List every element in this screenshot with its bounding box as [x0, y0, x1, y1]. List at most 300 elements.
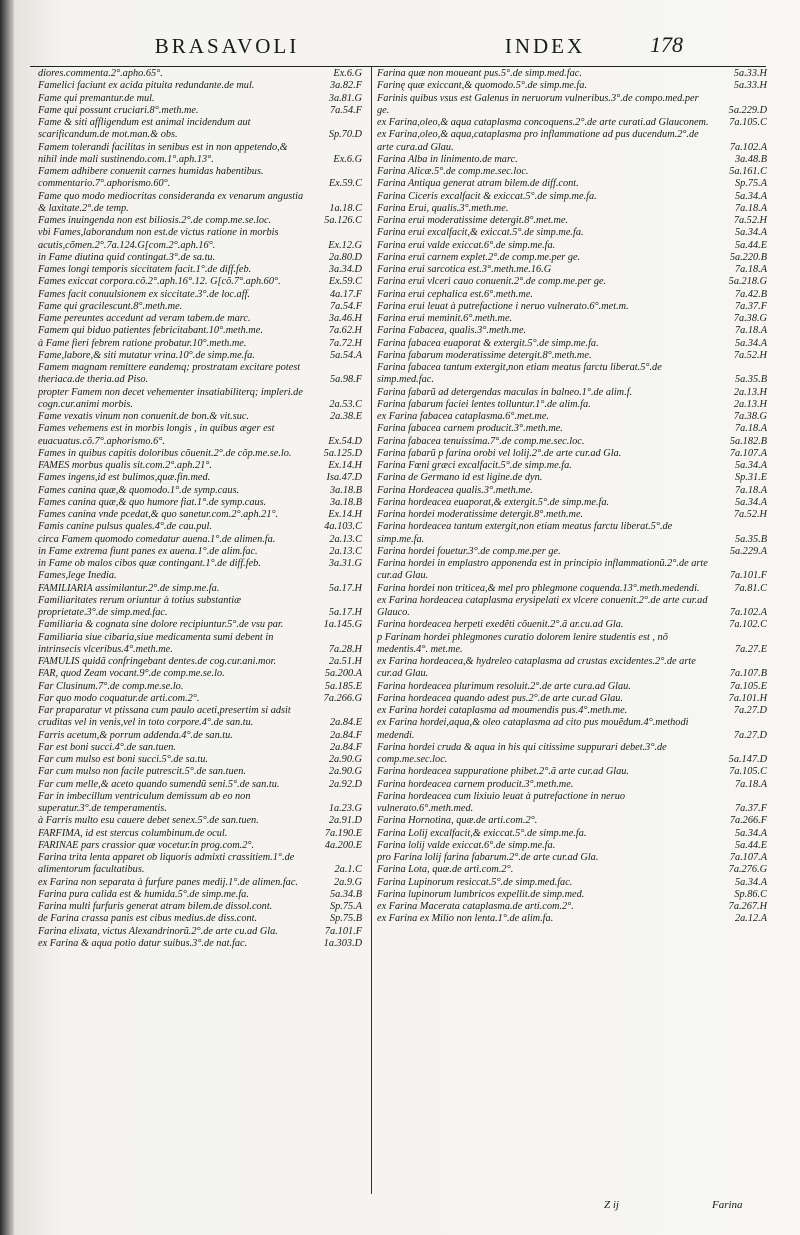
entry-reference: 2a.51.H: [328, 656, 362, 667]
index-entry: [38, 668, 362, 680]
index-entry: [377, 93, 767, 118]
index-entry: [377, 240, 767, 252]
entry-reference: 5a.185.E: [324, 680, 362, 692]
index-entry: [377, 681, 767, 693]
index-entry: [377, 252, 767, 264]
entry-reference: 2a.90.G: [328, 766, 362, 778]
entry-reference: 5a.17.H: [328, 607, 362, 618]
entry-text: circa Famem quomodo comedatur auena.1°.de alimen.fa.: [38, 533, 276, 545]
entry-reference: 5a.34.A: [734, 460, 767, 471]
index-entry: [38, 791, 362, 816]
index-entry: [38, 926, 362, 938]
index-entry: [38, 411, 362, 423]
entry-text: Farina Antiqua generat atram bilem.de diff.cont.: [377, 178, 579, 190]
index-entry: [38, 485, 362, 497]
entry-text: Fames longi temporis siccitatem facit.1°.de diff.feb.: [38, 264, 252, 275]
entry-text: Farina erui moderatissime detergit.8°.met.me.: [377, 215, 569, 226]
index-entry: [377, 460, 767, 472]
entry-reference: 7a.266.F: [729, 815, 767, 827]
index-entry: [377, 656, 767, 681]
index-entry: [377, 901, 767, 913]
entry-text: Farina hordeacea plurimum resoluit.2°.de arte cura.ad Glau.: [377, 680, 631, 692]
entry-text: FARINAE pars crassior quæ vocetur.in prog.com.2°.: [38, 839, 255, 851]
entry-reference: 5a.229.D: [728, 104, 767, 116]
entry-text: Fame qui premantur.de mul.: [38, 92, 155, 104]
entry-text: Farina erui sarcotica est.3°.meth.me.16.G: [377, 264, 552, 275]
entry-reference: 7a.101.F: [729, 570, 767, 582]
entry-reference: 7a.101.F: [324, 925, 362, 937]
entry-text: ex Farina hordeacea,& hydreleo cataplasma ad crustas excidentes.2°.de arte cur.ad Glau.: [377, 656, 696, 680]
index-entry: [38, 252, 362, 264]
index-entry: [377, 717, 767, 742]
index-entry: [38, 325, 362, 337]
index-entry: [38, 619, 362, 631]
index-entry: [38, 852, 362, 877]
entry-reference: 7a.27.D: [733, 729, 767, 741]
index-entry: [377, 705, 767, 717]
index-entry: [38, 558, 362, 570]
catchword: Farina: [712, 1199, 743, 1211]
entry-reference: 5a.44.E: [734, 239, 767, 251]
entry-reference: 7a.81.C: [734, 582, 767, 594]
entry-text: Farina Lupinorum resiccat.5°.de simp.med.fac.: [377, 876, 573, 888]
index-entry: [377, 80, 767, 92]
index-entry: [377, 509, 767, 521]
entry-reference: 3a.46.H: [328, 313, 362, 324]
entry-text: pro Farina lolij farina fabarum.2°.de arte cur.ad Gla.: [377, 852, 599, 863]
entry-reference: 3a.34.D: [328, 264, 362, 275]
entry-reference: 7a.54.F: [329, 104, 362, 116]
index-entry: [38, 105, 362, 117]
index-column-left: [38, 68, 362, 950]
entry-reference: Sp.86.C: [734, 888, 767, 900]
entry-reference: 2a.13.C: [329, 533, 362, 545]
entry-reference: 7a.27.D: [733, 705, 767, 716]
running-head-left: BRASAVOLI: [154, 34, 300, 58]
entry-text: Farina fabacea tenuissima.7°.de comp.me.sec.loc.: [377, 435, 585, 447]
index-entry: [38, 191, 362, 216]
index-entry: [377, 815, 767, 827]
index-entry: [38, 877, 362, 889]
index-entry: [377, 289, 767, 301]
entry-text: Farina elixata, victus Alexandrinorũ.2°.de arte cu.ad Gla.: [38, 925, 278, 937]
entry-text: FAMULIS quidã confringebant dentes.de cog.cur.ani.mor.: [38, 656, 277, 667]
entry-text: à Farris multo esu cauere debet senex.5°.de san.tuen.: [38, 815, 259, 827]
index-entry: [38, 913, 362, 925]
entry-reference: 5a.161.C: [729, 166, 767, 177]
index-entry: [377, 399, 767, 411]
entry-reference: 1a.303.D: [323, 937, 362, 949]
entry-text: Farina hordei fouetur.3°.de comp.me.per ge.: [377, 545, 561, 557]
entry-reference: 5a.54.A: [329, 349, 362, 361]
entry-text: ex Farina hordeacea cataplasma erysipelati ex vlcere conuenit.2°.de arte cur.ad Glauco.: [377, 594, 708, 618]
entry-reference: 4a.200.E: [324, 839, 362, 851]
entry-reference: 2a.92.D: [328, 778, 362, 790]
entry-reference: 7a.52.H: [733, 509, 767, 520]
index-entry: [377, 362, 767, 387]
entry-text: Farina Ciceris excalfacit & exiccat.5°.de simp.me.fa.: [377, 190, 597, 202]
entry-reference: 7a.276.G: [728, 864, 767, 876]
entry-reference: 7a.27.E: [734, 643, 767, 655]
index-entry: [377, 215, 767, 227]
index-entry: [377, 264, 767, 276]
entry-text: Fame quo modo mediocritas consideranda ex venarum angustia & laxitate.2°.de temp.: [38, 190, 304, 214]
index-entry: [377, 423, 767, 435]
index-entry: [38, 166, 362, 191]
index-entry: [377, 583, 767, 595]
entry-text: Farina hordei moderatissime detergit.8°.meth.me.: [377, 509, 584, 520]
entry-text: Farina trita lenta apparet ob liquoris admixti crassitiem.1°.de alimentorum facultatibus.: [38, 852, 295, 876]
entry-reference: 2a.9.G: [333, 876, 362, 888]
index-entry: [38, 117, 362, 142]
entry-text: Far praparatur vt ptissana cum paulo aceti,presertim si adsit cruditas vel in venis,vel in toto corpore.4°.de san.tu.: [38, 705, 291, 729]
entry-text: Fames canina quæ,& quomodo.1°.de symp.caus.: [38, 484, 240, 496]
index-column-right: [377, 68, 767, 926]
entry-text: Farina erui meminit.6°.meth.me.: [377, 313, 513, 324]
signature-mark: Z ij: [604, 1199, 619, 1211]
entry-text: Fame pereuntes accedunt ad veram tabem.de marc.: [38, 313, 251, 324]
index-entry: [377, 595, 767, 620]
entry-reference: 5a.35.B: [734, 533, 767, 545]
entry-text: Farina pura calida est & humida.5°.de simp.me.fa.: [38, 888, 249, 900]
entry-text: Farina hordei cruda & aqua in his qui citissime suppurari debet.3°.de comp.me.sec.loc.: [377, 741, 667, 765]
page-number: 178: [650, 32, 683, 57]
entry-reference: Sp.70.D: [328, 129, 362, 141]
entry-text: à Fame fieri febrem ratione probatur.10°.meth.me.: [38, 337, 247, 349]
entry-reference: 2a.80.D: [328, 251, 362, 263]
index-entry: [377, 693, 767, 705]
index-entry: [377, 227, 767, 239]
entry-reference: 1a.145.G: [323, 619, 362, 631]
index-entry: [377, 301, 767, 313]
entry-text: Farina erui vlceri cauo conuenit.2°.de comp.me.per ge.: [377, 276, 607, 288]
index-entry: [377, 546, 767, 558]
entry-reference: 5a.17.H: [328, 582, 362, 594]
entry-text: ex Farina non separata à furfure panes medij.1°.de alimen.fac.: [38, 876, 298, 888]
entry-reference: Ex.6.G: [333, 153, 362, 165]
entry-text: Famis canine pulsus quales.4°.de cau.pul.: [38, 521, 212, 533]
index-entry: [377, 742, 767, 767]
entry-text: diores.commenta.2°.apho.65°.: [38, 68, 163, 79]
entry-reference: 2a.38.E: [329, 411, 362, 422]
entry-reference: 7a.107.B: [729, 668, 767, 680]
index-entry: [377, 877, 767, 889]
entry-reference: Ex.14.H: [328, 509, 362, 520]
index-entry: [38, 448, 362, 460]
entry-reference: 7a.190.E: [324, 827, 362, 839]
entry-reference: 3a.31.G: [328, 558, 362, 569]
entry-reference: 5a.220.B: [729, 251, 767, 263]
entry-text: Fames inuingenda non est biliosis.2°.de comp.me.se.loc.: [38, 215, 272, 226]
entry-text: Farina lolij valde exiccat.6°.de simp.me.fa.: [377, 839, 556, 851]
entry-text: Fames vehemens est in morbis longis , in quibus æger est euacuatus.cõ.7°.aphorismo.6°.: [38, 423, 275, 447]
entry-text: p Farinam hordei phlegmones curatio dolorem lenire studentis est , nõ medentis.4°. met.me.: [377, 631, 668, 655]
index-entry: [38, 742, 362, 754]
index-entry: [38, 815, 362, 827]
entry-text: Far in imbecillum ventriculum demissum ab eo non superatur.3°.de temperamentis.: [38, 790, 251, 814]
entry-text: ex Farina fabacea cataplasma.6°.met.me.: [377, 411, 549, 422]
entry-reference: 2a.12.A: [734, 913, 767, 925]
entry-text: Farina Erui, qualis.3°.meth.me.: [377, 202, 509, 214]
entry-text: FAMES morbus qualis sit.com.2°.aph.21°.: [38, 460, 212, 471]
entry-text: FAMILIARIA assimilantur.2°.de simp.me.fa.: [38, 582, 220, 594]
entry-text: ex Farina hordei,aqua,& oleo cataplasma ad cito pus mouẽdum.4°.methodi medendi.: [377, 717, 689, 741]
index-entry: [377, 472, 767, 484]
entry-text: in Fame ob malos cibos quæ contingant.1°.de diff.feb.: [38, 558, 261, 569]
entry-reference: 5a.125.D: [323, 447, 362, 459]
entry-text: propter Famem non decet vehementer insatiabiliterq; impleri.de cogn.cur.animi morbis.: [38, 386, 303, 410]
entry-text: in Fame diutina quid contingat.3°.de sa.tu.: [38, 251, 216, 263]
index-entry: [38, 227, 362, 252]
index-entry: [38, 350, 362, 362]
entry-text: Far cum mulso non facile putrescit.5°.de san.tuen.: [38, 766, 246, 778]
entry-text: Farina erui valde exiccat.6°.de simp.me.fa.: [377, 239, 556, 251]
index-entry: [377, 129, 767, 154]
entry-text: Farina Fabacea, qualis.3°.meth.me.: [377, 325, 527, 337]
entry-text: Farina hordeacea herpeti exedẽti cõuenit.2°.ã ar.cu.ad Gla.: [377, 619, 624, 631]
entry-text: ex Farina & aqua potio datur suibus.3°.de nat.fac.: [38, 937, 248, 949]
index-entry: [38, 693, 362, 705]
entry-text: Farina Alba in linimento.de marc.: [377, 153, 518, 165]
entry-text: Farina erui carnem explet.2°.de comp.me.per ge.: [377, 251, 581, 263]
entry-reference: Isa.47.D: [326, 472, 362, 484]
index-entry: [38, 264, 362, 276]
entry-reference: 1a.18.C: [329, 202, 362, 214]
index-entry: [377, 117, 767, 129]
entry-reference: 3a.48.B: [734, 153, 767, 165]
index-entry: [377, 779, 767, 791]
entry-text: Farina hordeacea carnem producit.3°.meth.me.: [377, 778, 574, 790]
entry-reference: Ex.59.C: [328, 276, 362, 288]
entry-text: Farina hordeacea euaporat,& extergit.5°.de simp.me.fa.: [377, 496, 610, 508]
running-head-right: INDEX: [504, 34, 586, 58]
entry-reference: 7a.101.H: [728, 692, 767, 704]
entry-text: vbi Fames,laborandum non est.de victus ratione in morbis acutis,cõmen.2°.7a.124.G[com.2°.aph.16°.: [38, 227, 279, 251]
entry-reference: 5a.44.E: [734, 839, 767, 851]
entry-reference: 7a.105.E: [729, 680, 767, 692]
entry-reference: 7a.52.H: [733, 215, 767, 226]
index-entry: [377, 632, 767, 657]
index-entry: [377, 325, 767, 337]
entry-reference: 7a.18.A: [734, 484, 767, 496]
index-entry: [377, 840, 767, 852]
entry-reference: 5a.34.A: [734, 337, 767, 349]
entry-reference: Sp.31.E: [734, 472, 767, 484]
entry-reference: 2a.84.F: [329, 741, 362, 753]
entry-text: Far est boni succi.4°.de san.tuen.: [38, 741, 176, 753]
entry-text: Fames canina vnde pcedat,& quo sanetur.com.2°.aph.21°.: [38, 509, 279, 520]
index-entry: [377, 276, 767, 288]
column-divider: [371, 66, 372, 1194]
index-entry: [377, 852, 767, 864]
index-entry: [38, 730, 362, 742]
entry-text: Farina de Germano id est ligine.de dyn.: [377, 472, 543, 484]
index-entry: [377, 68, 767, 80]
entry-text: Famelici faciunt ex acida pituita redundante.de mul.: [38, 80, 255, 92]
entry-text: Far cum mulso est boni succi.5°.de sa.tu.: [38, 754, 208, 765]
index-entry: [377, 766, 767, 778]
entry-text: Fame & siti affligendum est animal incidendum aut scarificandum.de mot.man.& obs.: [38, 117, 251, 141]
entry-text: Farina Fœni græci excalfacit.5°.de simp.me.fa.: [377, 460, 572, 471]
index-entry: [38, 889, 362, 901]
entry-reference: 2a.13.C: [329, 545, 362, 557]
entry-text: Farina hordeacea quando adest pus.2°.de arte cur.ad Glau.: [377, 692, 623, 704]
entry-reference: Ex.6.G: [333, 68, 362, 79]
index-entry: [38, 301, 362, 313]
index-entry: [38, 460, 362, 472]
entry-text: Fames facit conuulsionem ex siccitate.3°.de loc.aff.: [38, 288, 251, 300]
entry-text: Farina fabacea carnem producit.3°.meth.me.: [377, 423, 563, 435]
entry-reference: 3a.18.B: [329, 484, 362, 496]
index-entry: [38, 840, 362, 852]
entry-reference: 5a.182.B: [729, 435, 767, 447]
entry-text: Farina erui excalfacit,& exiccat.5°.de simp.me.fa.: [377, 227, 584, 239]
index-entry: [38, 215, 362, 227]
entry-reference: 5a.33.H: [733, 68, 767, 79]
entry-text: FAR, quod Zeam vocant.9°.de comp.me.se.lo.: [38, 668, 225, 680]
entry-reference: 7a.102.A: [729, 607, 767, 618]
entry-text: Fames in quibus capitis doloribus cõuenit.2°.de cõp.me.se.lo.: [38, 447, 292, 459]
entry-reference: 7a.105.C: [729, 117, 767, 128]
index-entry: [38, 828, 362, 840]
index-entry: [377, 619, 767, 631]
entry-text: Far cum melle,& aceto quando sumendũ seni.5°.de san.tu.: [38, 778, 280, 790]
entry-reference: 7a.266.G: [323, 692, 362, 704]
entry-reference: 5a.34.A: [734, 496, 767, 508]
entry-text: Familiaritates rerum oriuntur à totius substantiæ proprietate.3°.de simp.med.fac.: [38, 594, 242, 618]
entry-text: Famem qui biduo patientes febricitabant.10°.meth.me.: [38, 325, 263, 337]
index-entry: [377, 203, 767, 215]
entry-text: Farina hordeacea tantum extergit,non etiam meatus farctu liberat.5°.de simp.me.fa.: [377, 521, 673, 545]
index-entry: [38, 570, 362, 582]
index-entry: [377, 558, 767, 583]
entry-reference: 3a.82.F: [329, 80, 362, 92]
index-entry: [377, 485, 767, 497]
entry-reference: 5a.147.D: [728, 754, 767, 765]
entry-text: ex Farina,oleo,& aqua cataplasma concoquens.2°.de arte curati.ad Glauconem.: [377, 117, 709, 128]
entry-reference: 7a.18.A: [734, 202, 767, 214]
entry-reference: 7a.37.F: [734, 803, 767, 814]
entry-reference: 5a.33.H: [733, 80, 767, 92]
index-entry: [377, 191, 767, 203]
entry-text: Farina fabarum moderatissime detergit.8°.meth.me.: [377, 349, 592, 361]
index-entry: [377, 913, 767, 925]
index-entry: [38, 338, 362, 350]
entry-text: ex Farina ex Milio non lenta.1°.de alim.fa.: [377, 913, 554, 925]
entry-reference: 5a.200.A: [324, 668, 362, 680]
index-entry: [38, 521, 362, 533]
entry-reference: 7a.38.G: [733, 411, 767, 422]
index-entry: [38, 583, 362, 595]
index-entry: [38, 681, 362, 693]
entry-text: Farina fabacea euaporat & extergit.5°.de simp.me.fa.: [377, 337, 599, 349]
index-entry: [38, 93, 362, 105]
entry-text: Far Clusinum.7°.de comp.me.se.lo.: [38, 680, 184, 692]
entry-text: Famem magnam remittere eandemq; prostratam excitare potest theriaca.de theria.ad Piso.: [38, 362, 301, 386]
entry-reference: Ex.54.D: [328, 435, 362, 447]
entry-reference: 5a.35.B: [734, 374, 767, 386]
entry-text: Farina fabarũ p farina orobi vel lolij.2°.de arte cur.ad Gla.: [377, 447, 622, 459]
entry-text: in Fame extrema fiunt panes ex auena.1°.de alim.fac.: [38, 545, 258, 557]
entry-reference: 2a.53.C: [329, 398, 362, 410]
index-entry: [38, 632, 362, 657]
index-entry: [377, 521, 767, 546]
index-entry: [377, 497, 767, 509]
index-entry: [377, 178, 767, 190]
entry-text: Fames canina quæ,& quo humore fiat.1°.de symp.caus.: [38, 496, 267, 508]
entry-reference: 2a.1.C: [334, 864, 362, 876]
entry-text: Farina quæ non moueant pus.5°.de simp.med.fac.: [377, 68, 582, 79]
index-entry: [38, 766, 362, 778]
index-entry: [377, 436, 767, 448]
entry-reference: 2a.13.H: [733, 398, 767, 410]
entry-reference: 2a.91.D: [328, 815, 362, 827]
index-entry: [377, 791, 767, 816]
entry-text: Familiaria siue cibaria,siue medicamenta sumi debent in intrinsecis vlceribus.4°.meth.me.: [38, 631, 274, 655]
index-entry: [38, 497, 362, 509]
index-entry: [377, 313, 767, 325]
index-entry: [38, 595, 362, 620]
entry-reference: 7a.105.C: [729, 766, 767, 778]
entry-text: Farina hordei non triticea,& mel pro phlegmone coquenda.13°.meth.medendi.: [377, 582, 700, 594]
entry-text: Farina fabacea tantum extergit,non etiam meatus farctu liberat.5°.de simp.med.fac.: [377, 362, 662, 386]
entry-reference: 5a.34.A: [734, 827, 767, 839]
index-entry: [38, 276, 362, 288]
entry-reference: 2a.13.H: [733, 386, 767, 398]
entry-reference: 7a.107.A: [729, 852, 767, 863]
entry-text: Farinę quæ exiccant,& quomodo.5°.de simp.me.fa.: [377, 80, 588, 92]
entry-reference: 7a.267.H: [728, 901, 767, 912]
entry-reference: 2a.84.E: [329, 717, 362, 729]
entry-text: ex Farina Macerata cataplasma.de arti.com.2°.: [377, 901, 574, 912]
entry-text: Far quo modo coquatur.de arti.com.2°.: [38, 692, 200, 704]
book-gutter: [0, 0, 14, 1235]
entry-text: Farina Hornotina, quæ.de arti.com.2°.: [377, 815, 538, 827]
entry-text: Farina Alicæ.5°.de comp.me.sec.loc.: [377, 166, 529, 177]
entry-text: Farina hordei in emplastro apponenda est in principio inflammationũ.2°.de arte cur.ad Glau.: [377, 558, 708, 582]
entry-reference: 7a.54.F: [329, 300, 362, 312]
index-entry: [38, 705, 362, 730]
entry-reference: 4a.17.F: [329, 288, 362, 300]
entry-reference: 7a.72.H: [328, 337, 362, 349]
index-entry: [38, 313, 362, 325]
entry-reference: 5a.34.B: [329, 888, 362, 900]
entry-text: Farina erui cephalica est.6°.meth.me.: [377, 288, 533, 300]
index-entry: [38, 534, 362, 546]
entry-reference: 7a.37.F: [734, 300, 767, 312]
index-entry: [38, 938, 362, 950]
entry-reference: 5a.34.A: [734, 227, 767, 239]
entry-reference: 7a.18.A: [734, 325, 767, 337]
entry-text: Farina hordeacea suppuratione phibet.2°.ã arte cur.ad Glau.: [377, 766, 629, 778]
entry-text: Farina multi furfuris generat atram bilem.de dissol.cont.: [38, 901, 273, 912]
entry-reference: 7a.102.C: [729, 619, 767, 631]
index-entry: [377, 166, 767, 178]
index-entry: [377, 889, 767, 901]
entry-text: Familiaria & cognata sine dolore recipiuntur.5°.de vsu par.: [38, 619, 284, 631]
entry-reference: 5a.34.A: [734, 190, 767, 202]
entry-reference: 7a.52.H: [733, 349, 767, 361]
entry-text: Farina lupinorum lumbricos expellit.de simp.med.: [377, 888, 585, 900]
entry-text: Fames exiccat corpora.cõ.2°.aph.16°.12. G[cõ.7°.aph.60°.: [38, 276, 281, 288]
entry-reference: 2a.90.G: [328, 754, 362, 765]
entry-reference: 5a.34.A: [734, 876, 767, 888]
entry-reference: Sp.75.A: [734, 178, 767, 190]
entry-reference: 1a.23.G: [328, 803, 362, 814]
entry-reference: Ex.14.H: [328, 460, 362, 471]
entry-reference: 5a.229.A: [729, 545, 767, 557]
entry-reference: Sp.75.B: [329, 913, 362, 925]
